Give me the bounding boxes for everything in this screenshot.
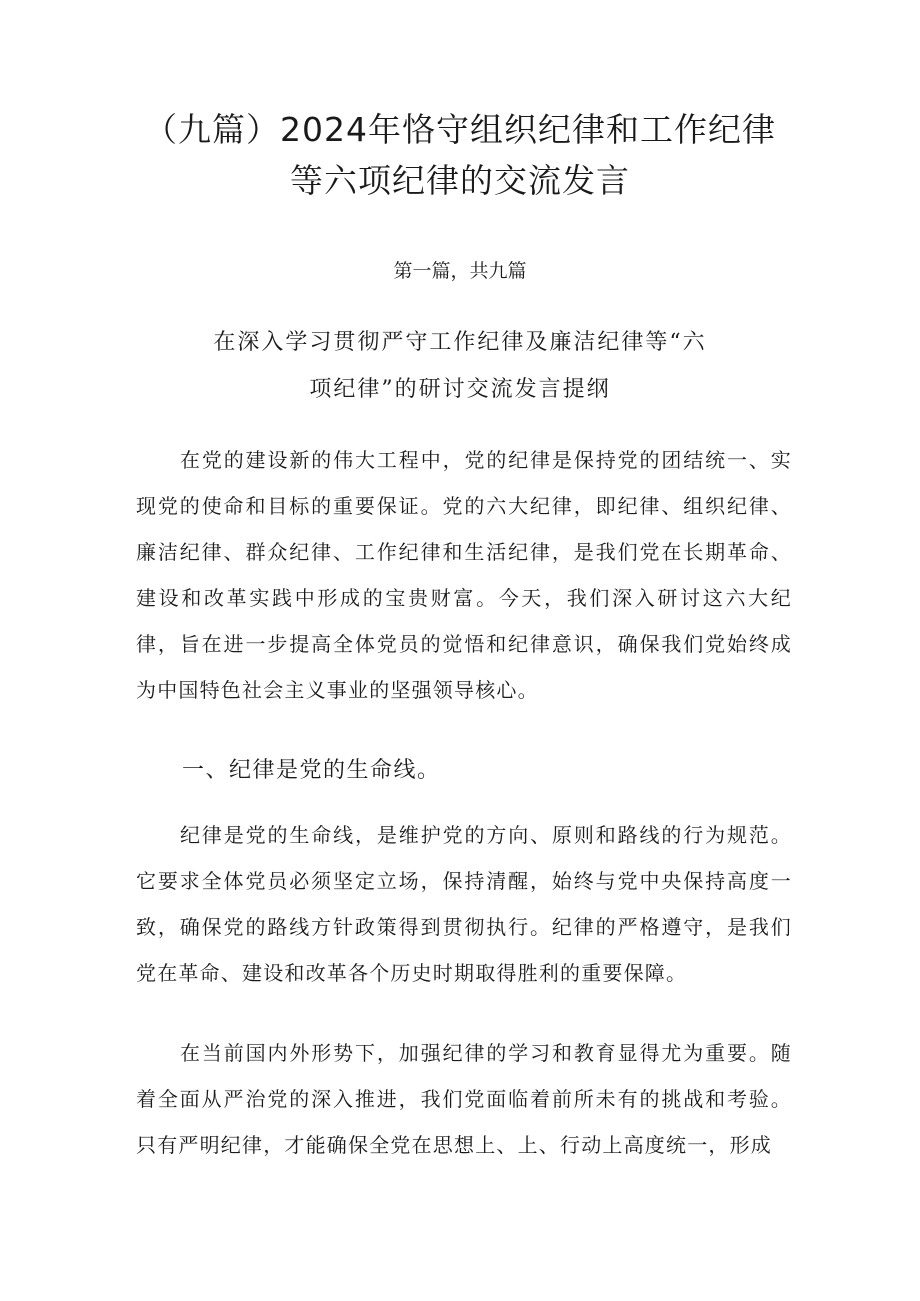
document-title-line-1: （九篇）2024年恪守组织纪律和工作纪律	[144, 110, 776, 149]
paragraph-current-situation: 在当前国内外形势下，加强纪律的学习和教育显得尤为重要。随着全面从严治党的深入推进，我们党面临着前所未有的挑战和考验。只有严明纪律，才能确保全党在思想上、上、行动上高度统一，形成	[136, 1041, 792, 1157]
paragraph-intro: 在党的建设新的伟大工程中，党的纪律是保持党的团结统一、实现党的使命和目标的重要保证。党的六大纪律，即纪律、组织纪律、廉洁纪律、群众纪律、工作纪律和生活纪律，是我们党在长期革命、建设和改革实践中形成的宝贵财富。今天，我们深入研讨这六大纪律，旨在进一步提高全体党员的觉悟和纪律意识，确保我们党始终成为中国特色社会主义事业的坚强领导核心。	[136, 448, 792, 702]
part-label: 第一篇，共九篇	[393, 260, 527, 282]
document-title-line-2: 等六项纪律的交流发言	[290, 161, 630, 200]
section-heading-1: 一、纪律是党的生命线。	[182, 758, 441, 783]
paragraph-discipline-lifeline: 纪律是党的生命线，是维护党的方向、原则和路线的行为规范。它要求全体党员必须坚定立场，保持清醒，始终与党中央保持高度一致，确保党的路线方针政策得到贯彻执行。纪律的严格遵守，是我们党在革命、建设和改革各个历史时期取得胜利的重要保障。	[136, 823, 792, 985]
subtitle-line-1: 在深入学习贯彻严守工作纪律及廉洁纪律等“六	[213, 330, 707, 355]
subtitle-line-2: 项纪律”的研讨交流发言提纲	[309, 377, 611, 402]
